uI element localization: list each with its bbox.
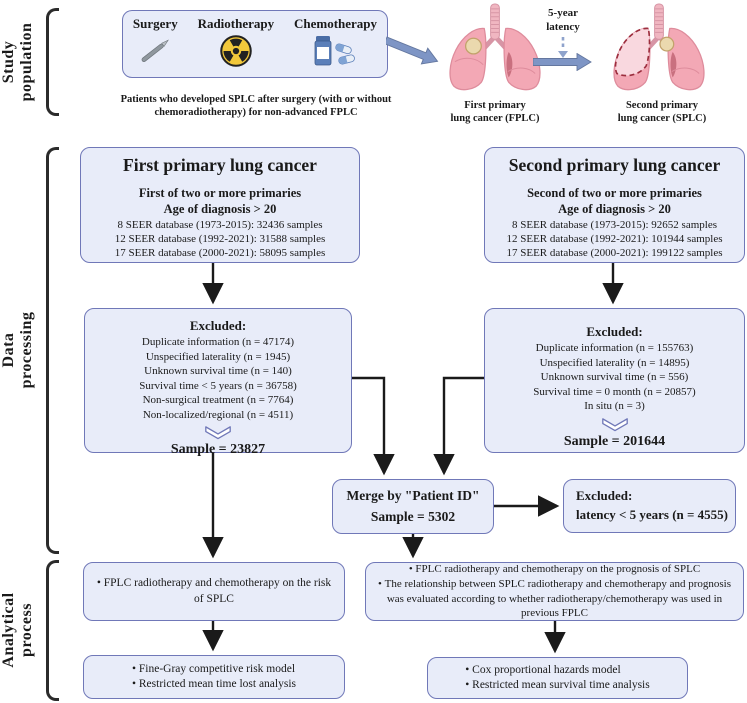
analytical-process-bracket bbox=[46, 560, 59, 701]
surgery-item bbox=[133, 16, 178, 68]
splc-lungs-illustration bbox=[605, 3, 713, 97]
fplc-tumor bbox=[466, 38, 482, 54]
study-population-label: Study population bbox=[0, 22, 36, 102]
study-population-bracket bbox=[46, 8, 59, 116]
fplc-models-box bbox=[83, 655, 345, 699]
treatments-caption: Patients who developed SPLC after surgery (with or without chemoradiotherapy) for non-advanced FPLC bbox=[120, 94, 392, 119]
chemotherapy-item bbox=[294, 16, 377, 68]
chevron-down-icon bbox=[600, 417, 630, 432]
merge-box: Merge by "Patient ID" Sample = 5302 bbox=[332, 479, 494, 534]
merge-sample-count: Sample = 5302 bbox=[370, 508, 456, 524]
splc-models-box bbox=[427, 657, 688, 699]
model-bullet: • Cox proportional hazards model bbox=[465, 663, 621, 676]
splc-excluded-box: Excluded: Duplicate information (n = 155763) Unspecified laterality (n = 14895) Unknown survival time (n = 556) Survival time = 0 month (n = 20857) In situ (n = 3) Sample = 201644 bbox=[484, 308, 745, 453]
treatments-box bbox=[122, 10, 388, 78]
splc-box-title: Second primary lung cancer bbox=[508, 155, 721, 175]
fplc-lungs-caption: First primary lung cancer (FPLC) bbox=[450, 100, 540, 125]
analysis-bullet: • The relationship between SPLC radiotherapy and chemotherapy and prognosis was evaluated according to whether radiotherapy/chemotherapy was used in previous FPLC bbox=[377, 577, 732, 620]
chevron-down-icon bbox=[203, 425, 233, 440]
analytical-process-label: Analytical process bbox=[0, 592, 36, 668]
fplc-box-title: First primary lung cancer bbox=[123, 155, 317, 175]
analysis-bullet: • FPLC radiotherapy and chemotherapy on the risk of SPLC bbox=[96, 577, 332, 605]
fplc-database-box: First primary lung cancer First of two or more primaries Age of diagnosis > 20 8 SEER database (1973-2015): 32436 samples 12 SEER database (1992-2021): 31588 samples 17 SEER database (2000-2021): 58095 samples bbox=[80, 147, 360, 263]
splc-lungs-caption: Second primary lung cancer (SPLC) bbox=[617, 100, 707, 125]
splc-sample-count: Sample = 201644 bbox=[563, 433, 666, 449]
surgery-label: Surgery bbox=[132, 16, 178, 31]
splc-database-box: Second primary lung cancer Second of two or more primaries Age of diagnosis > 20 8 SEER database (1973-2015): 92652 samples 12 SEER database (1992-2021): 101944 samples 17 SEER database (2000-2021): 199122 samples bbox=[484, 147, 745, 263]
model-bullet: • Restricted mean survival time analysis bbox=[465, 679, 650, 691]
fplc-excluded-box: Excluded: Duplicate information (n = 47174) Unspecified laterality (n = 1945) Unknown survival time (n = 140) Survival time < 5 years (n = 36758) Non-surgical treatment (n = 7764) Non-localized/regional (n = 4511) Sample = 23827 bbox=[84, 308, 352, 453]
model-bullet: • Restricted mean time lost analysis bbox=[131, 678, 297, 690]
arrow-to-splc-lungs bbox=[533, 53, 595, 71]
model-bullet: • Fine-Gray competitive risk model bbox=[131, 662, 296, 675]
fplc-lungs-illustration bbox=[441, 3, 549, 97]
scalpel-icon bbox=[135, 34, 175, 68]
chemotherapy-label: Chemotherapy bbox=[293, 16, 378, 31]
radiation-icon bbox=[219, 34, 253, 68]
analysis-bullet: • FPLC radiotherapy and chemotherapy on the prognosis of SPLC bbox=[408, 563, 701, 576]
fplc-sample-count: Sample = 23827 bbox=[170, 442, 266, 458]
radiotherapy-label: Radiotherapy bbox=[197, 16, 275, 31]
splc-tumor bbox=[660, 37, 674, 51]
splc-analysis-box bbox=[365, 562, 744, 621]
latency-label: 5-year latency bbox=[546, 7, 580, 33]
fplc-analysis-box bbox=[83, 562, 345, 621]
pill-bottle-capsules-icon bbox=[313, 34, 359, 68]
radiotherapy-item bbox=[198, 16, 275, 68]
latency-excluded-box: Excluded: latency < 5 years (n = 4555) bbox=[563, 479, 736, 533]
data-processing-bracket bbox=[46, 147, 59, 554]
data-processing-label: Data processing bbox=[0, 311, 36, 389]
